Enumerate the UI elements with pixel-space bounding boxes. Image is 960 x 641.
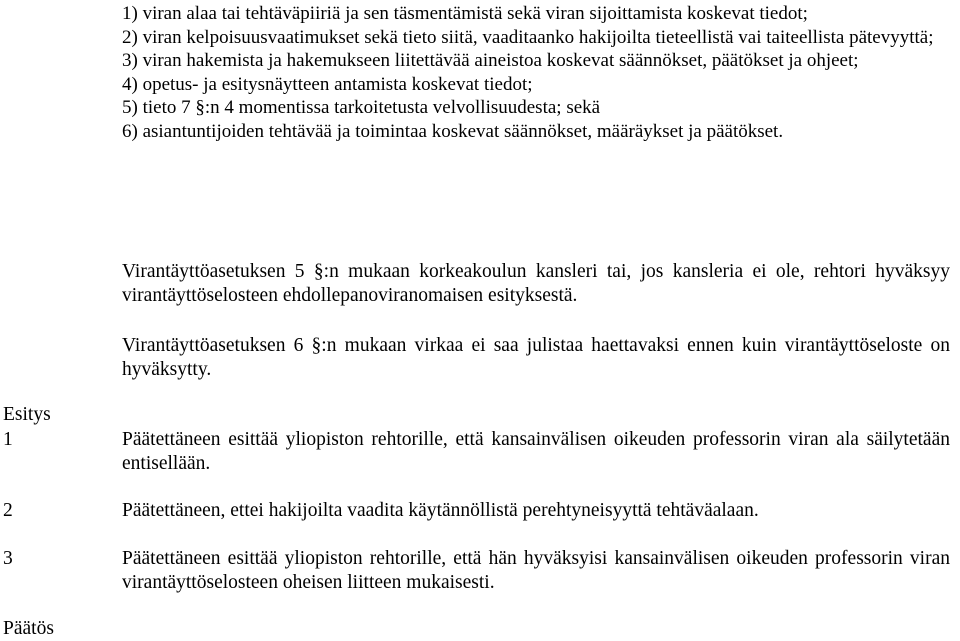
paragraph-announcement: Virantäyttöasetuksen 6 §:n mukaan virkaa ei saa julistaa haettavaksi ennen kuin virantäyttöseloste on hyväksytty. — [122, 335, 950, 380]
proposal-text: Päätettäneen, ettei hakijoilta vaadita käytännöllistä perehtyneisyyttä tehtäväalaan. — [122, 500, 759, 521]
proposal-number: 3 — [3, 548, 13, 569]
requirements-list — [122, 2, 948, 144]
proposal-text: Päätettäneen esittää yliopiston rehtorille, että kansainvälisen oikeuden professorin viran ala säilytetään entisellään. — [122, 429, 950, 474]
proposal-text: Päätettäneen esittää yliopiston rehtorille, että hän hyväksyisi kansainvälisen oikeuden professorin viran virantäyttöselosteen oheisen liitteen mukaisesti. — [122, 548, 950, 593]
paatos-heading: Päätös — [3, 618, 54, 639]
list-item: 5) tieto 7 §:n 4 momentissa tarkoitetusta velvollisuudesta; sekä — [122, 97, 601, 119]
list-item: 3) viran hakemista ja hakemukseen liitettävää aineistoa koskevat säännökset, päätökset ja ohjeet; — [122, 50, 859, 72]
list-item: 2) viran kelpoisuusvaatimukset sekä tieto siitä, vaaditaanko hakijoilta tieteellistä vai taiteellista pätevyyttä; — [122, 26, 934, 48]
list-item: 6) asiantuntijoiden tehtävää ja toimintaa koskevat säännökset, määräykset ja päätökset. — [122, 120, 784, 142]
proposal-number: 1 — [3, 429, 13, 450]
paragraph-approval: Virantäyttöasetuksen 5 §:n mukaan korkeakoulun kansleri tai, jos kansleria ei ole, rehtori hyväksyy virantäyttöselosteen ehdollepanoviranomaisen esityksestä. — [122, 261, 950, 306]
proposal-number: 2 — [3, 500, 13, 521]
esitys-heading: Esitys — [3, 404, 51, 425]
list-item: 1) viran alaa tai tehtäväpiiriä ja sen täsmentämistä sekä viran sijoittamista koskevat tiedot; — [122, 3, 808, 24]
list-item: 4) opetus- ja esitysnäytteen antamista koskevat tiedot; — [122, 73, 533, 95]
